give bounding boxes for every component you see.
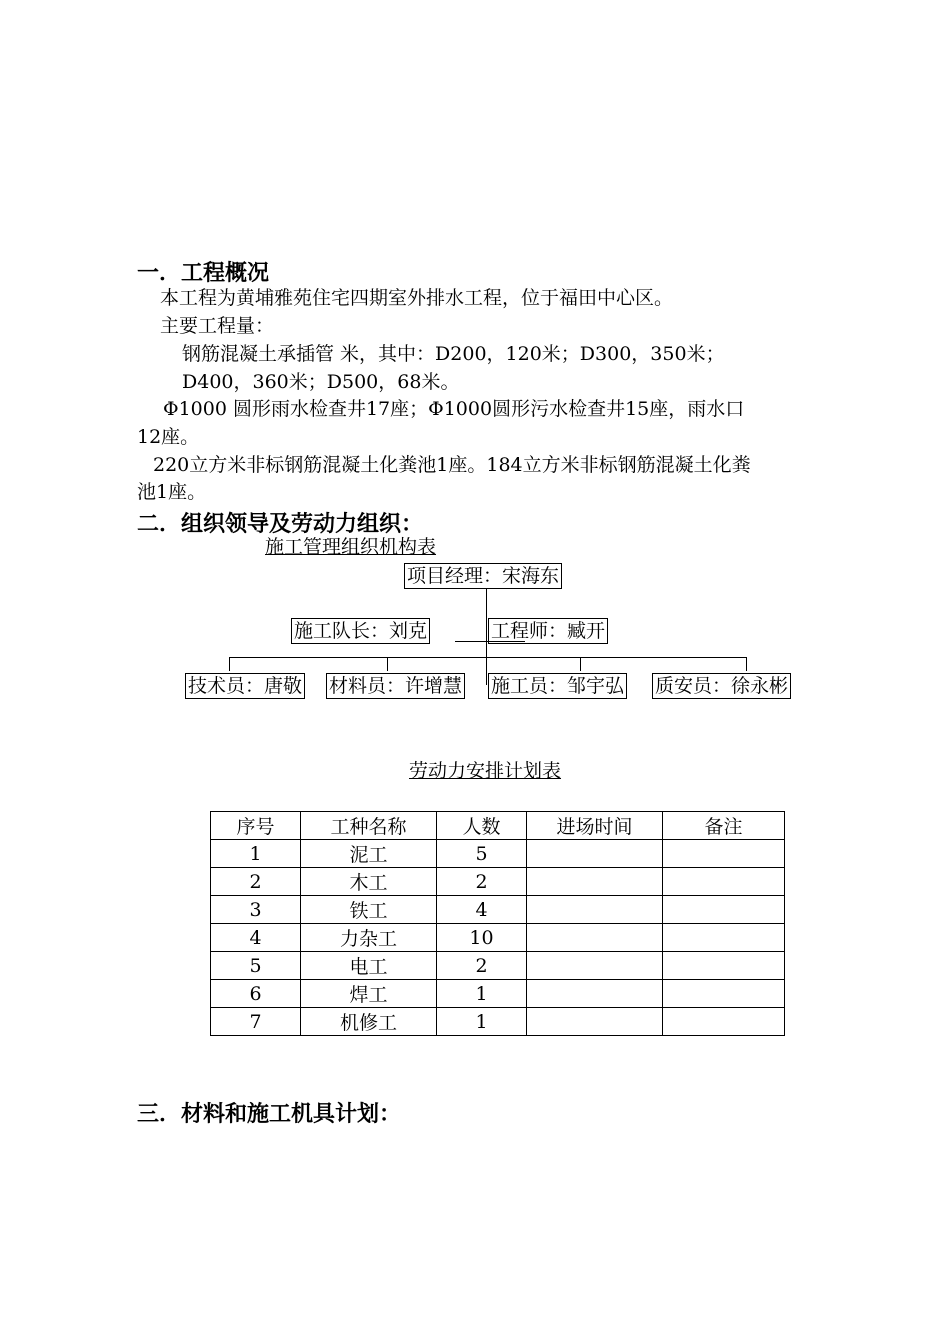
overview-line-2: 主要工程量：	[160, 315, 275, 337]
table-row	[211, 952, 785, 980]
cell-trade: 木工	[301, 868, 437, 896]
cell-count: 2	[437, 868, 527, 896]
table-row	[211, 924, 785, 952]
cell-entry-time	[527, 980, 663, 1008]
table-row	[211, 1008, 785, 1036]
overview-line-8: 池1座。	[137, 481, 207, 503]
labor-table-title: 劳动力安排计划表	[409, 760, 562, 782]
cell-remarks	[663, 840, 785, 868]
cell-entry-time	[527, 924, 663, 952]
org-staff-construction: 施工员：邹宇弘	[488, 673, 627, 699]
cell-entry-time	[527, 952, 663, 980]
labor-plan-table	[210, 811, 785, 1036]
section-3-heading: 三．材料和施工机具计划：	[137, 1102, 402, 1127]
cell-entry-time	[527, 896, 663, 924]
cell-remarks	[663, 868, 785, 896]
header-seq: 序号	[211, 812, 301, 840]
cell-count: 10	[437, 924, 527, 952]
table-row	[211, 896, 785, 924]
org-manager-box: 项目经理：宋海东	[404, 563, 562, 589]
table-row	[211, 868, 785, 896]
cell-trade: 铁工	[301, 896, 437, 924]
cell-count: 2	[437, 952, 527, 980]
cell-seq: 5	[211, 952, 301, 980]
cell-remarks	[663, 896, 785, 924]
overview-line-4: D400，360米；D500，68米。	[182, 371, 460, 393]
section-2-heading: 二．组织领导及劳动力组织：	[137, 512, 424, 537]
org-staff-quality-safety: 质安员：徐永彬	[652, 673, 791, 699]
cell-count: 5	[437, 840, 527, 868]
org-chart-title: 施工管理组织机构表	[265, 536, 437, 558]
org-drop-1	[229, 657, 230, 671]
table-row	[211, 980, 785, 1008]
cell-entry-time	[527, 868, 663, 896]
overview-line-5: Φ1000 圆形雨水检查井17座；Φ1000圆形污水检查井15座，雨水口	[163, 398, 745, 420]
cell-seq: 6	[211, 980, 301, 1008]
overview-line-3: 钢筋混凝土承插管 米，其中：D200，120米；D300，350米；	[182, 343, 725, 365]
cell-count: 1	[437, 980, 527, 1008]
org-vertical-connector	[486, 589, 487, 685]
org-horizontal-bus	[229, 657, 747, 658]
header-remarks: 备注	[663, 812, 785, 840]
cell-entry-time	[527, 1008, 663, 1036]
cell-seq: 3	[211, 896, 301, 924]
overview-line-1: 本工程为黄埔雅苑住宅四期室外排水工程，位于福田中心区。	[160, 287, 674, 309]
cell-count: 1	[437, 1008, 527, 1036]
org-staff-materials: 材料员：许增慧	[326, 673, 465, 699]
cell-trade: 力杂工	[301, 924, 437, 952]
section-1-heading: 一．工程概况	[137, 261, 270, 286]
overview-line-7: 220立方米非标钢筋混凝土化粪池1座。184立方米非标钢筋混凝土化粪	[153, 454, 751, 476]
org-engineer-box: 工程师：臧开	[488, 618, 608, 644]
header-trade: 工种名称	[301, 812, 437, 840]
cell-seq: 2	[211, 868, 301, 896]
overview-line-6: 12座。	[137, 426, 200, 448]
cell-seq: 1	[211, 840, 301, 868]
table-row	[211, 840, 785, 868]
cell-remarks	[663, 1008, 785, 1036]
org-staff-technician: 技术员：唐敬	[185, 673, 305, 699]
cell-remarks	[663, 980, 785, 1008]
org-drop-3	[580, 657, 581, 671]
cell-trade: 焊工	[301, 980, 437, 1008]
cell-remarks	[663, 924, 785, 952]
cell-remarks	[663, 952, 785, 980]
org-drop-4	[746, 657, 747, 671]
org-drop-2	[387, 657, 388, 671]
cell-trade: 泥工	[301, 840, 437, 868]
table-header-row	[211, 812, 785, 840]
cell-trade: 机修工	[301, 1008, 437, 1036]
cell-count: 4	[437, 896, 527, 924]
header-entry-time: 进场时间	[527, 812, 663, 840]
cell-seq: 7	[211, 1008, 301, 1036]
header-count: 人数	[437, 812, 527, 840]
cell-entry-time	[527, 840, 663, 868]
org-captain-box: 施工队长：刘克	[291, 618, 430, 644]
cell-trade: 电工	[301, 952, 437, 980]
cell-seq: 4	[211, 924, 301, 952]
